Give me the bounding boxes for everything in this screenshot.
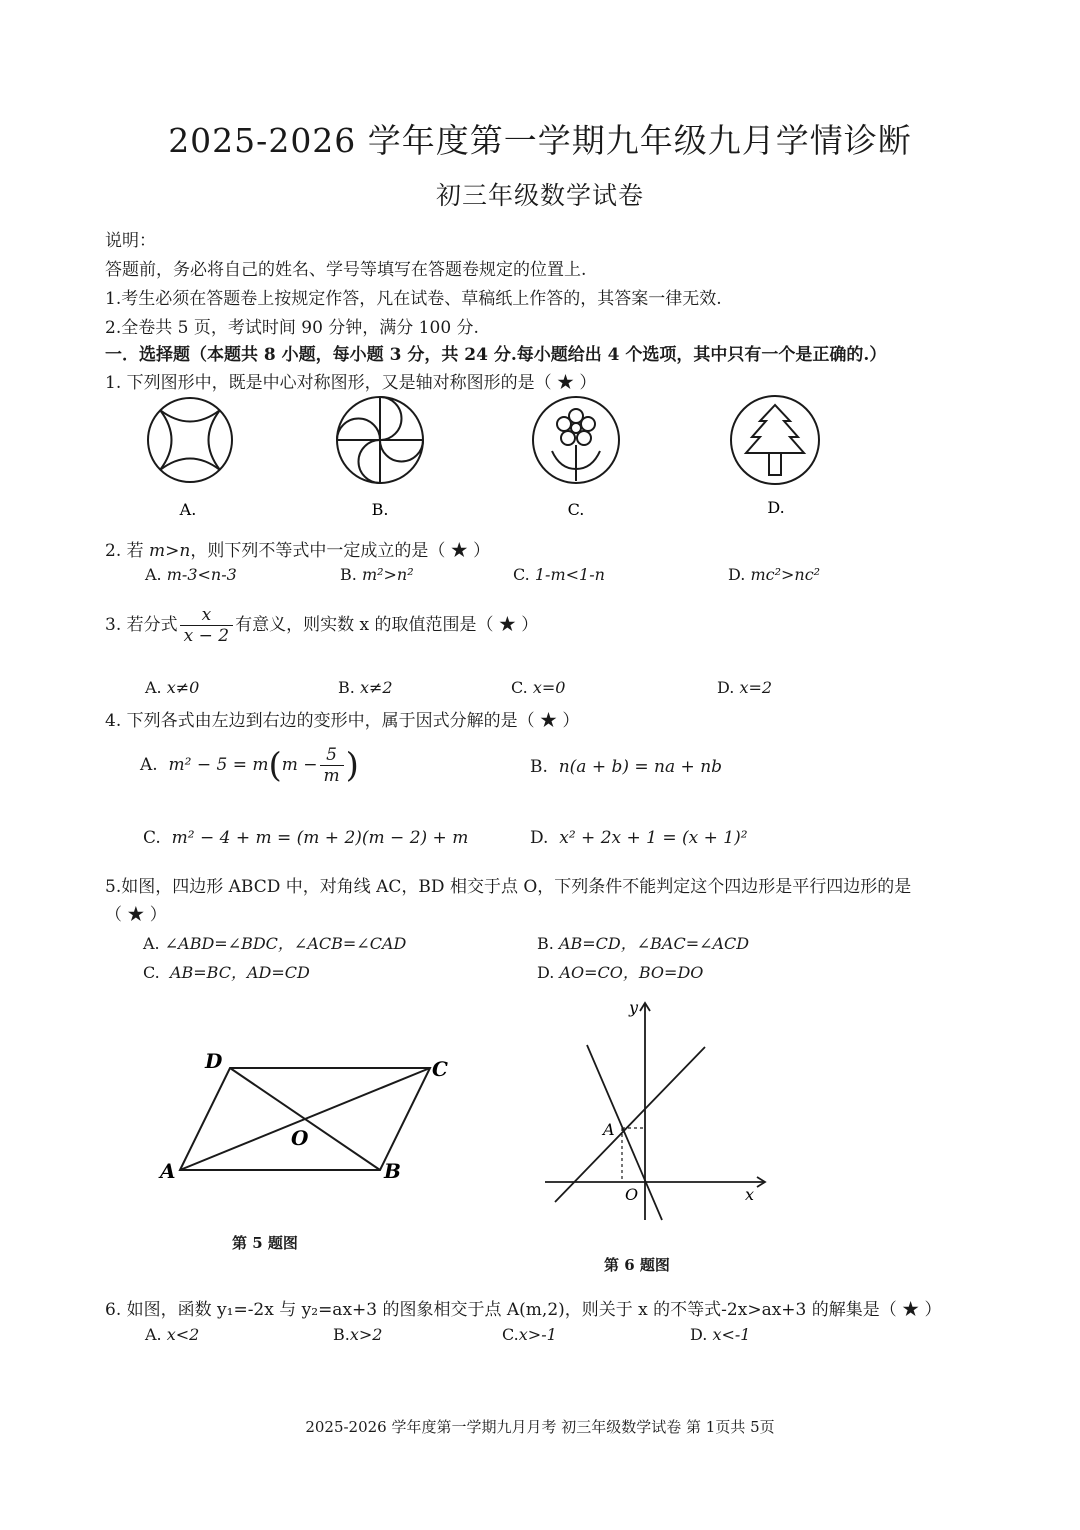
page-footer: 2025-2026 学年度第一学期九月月考 初三年级数学试卷 第 1页共 5页 — [305, 1418, 775, 1436]
question-3-option-b: B. x≠2 — [338, 678, 393, 697]
figure-d-icon — [731, 396, 819, 484]
question-2-option-c: C. 1-m<1-n — [513, 565, 605, 584]
question-1-stem: 1. 下列图形中，既是中心对称图形，又是轴对称图形的是（ ★ ） — [105, 373, 597, 393]
vertex-b-label: B — [384, 1159, 401, 1183]
question-4-option-d: D. x² + 2x + 1 = (x + 1)² — [530, 828, 748, 848]
question-6-option-b: B.x>2 — [333, 1325, 383, 1344]
question-3-option-d: D. x=2 — [717, 678, 773, 697]
question-6-option-d: D. x<-1 — [690, 1325, 751, 1344]
x-axis-label: x — [745, 1185, 755, 1204]
vertex-c-label: C — [432, 1057, 448, 1081]
figure-5-caption: 第 5 题图 — [232, 1234, 298, 1252]
center-o-label: O — [291, 1126, 309, 1150]
instruction-line: 1.考生必须在答题卷上按规定作答，凡在试卷、草稿纸上作答的，其答案一律无效. — [105, 289, 722, 309]
page-subtitle: 初三年级数学试卷 — [435, 181, 644, 210]
figure-c-icon — [533, 397, 619, 483]
figure-6-graph — [535, 995, 775, 1225]
figure-a-icon — [148, 398, 232, 482]
section-heading: 一．选择题（本题共 8 小题，每小题 3 分，共 24 分.每小题给出 4 个选项，其中只有一个是正确的.） — [105, 345, 887, 365]
question-2-option-b: B. m²>n² — [340, 565, 414, 584]
question-4-option-b: B. n(a + b) = na + nb — [530, 757, 723, 777]
question-2-option-d: D. mc²>nc² — [728, 565, 821, 584]
figure-b-icon — [337, 397, 423, 483]
figure-b-label: B. — [371, 500, 389, 519]
question-4-option-a-fraction: $\frac{5}{m}$ — [320, 745, 344, 786]
question-1-figures — [0, 395, 1080, 525]
figure-6-caption: 第 6 题图 — [604, 1256, 670, 1274]
vertex-a-label: A — [160, 1159, 176, 1183]
instruction-line: 答题前，务必将自己的姓名、学号等填写在答题卷规定的位置上. — [105, 260, 587, 280]
question-2-option-a: A. m-3<n-3 — [145, 565, 237, 584]
question-4-stem: 4. 下列各式由左边到右边的变形中，属于因式分解的是（ ★ ） — [105, 711, 580, 731]
vertex-d-label: D — [205, 1049, 223, 1073]
figure-c-label: C. — [567, 500, 585, 519]
point-a-label: A — [603, 1120, 615, 1139]
instructions-heading: 说明： — [105, 231, 156, 251]
question-5-stem: 5.如图，四边形 ABCD 中，对角线 AC，BD 相交于点 O，下列条件不能判定这个四边形是平行四边形的是 — [105, 877, 912, 897]
question-6-option-a: A. x<2 — [145, 1325, 200, 1344]
question-6-option-c: C.x>-1 — [502, 1325, 557, 1344]
question-2-stem: 2. 若 m>n，则下列不等式中一定成立的是（ ★ ） — [105, 541, 491, 561]
figure-a-label: A. — [179, 500, 197, 519]
question-5-option-c: C. AB=BC，AD=CD — [143, 963, 310, 982]
page-title: 2025-2026 学年度第一学期九年级九月学情诊断 — [168, 121, 912, 160]
question-4-option-a: A. m² − 5 = m(m − $\frac{5}{m}$ ) — [140, 745, 359, 786]
question-3-option-c: C. x=0 — [511, 678, 566, 697]
question-3-stem: 3. 若分式 $\frac{x}{x - 2}$ 有意义，则实数 x 的取值范围是（ ★ ） — [105, 605, 539, 646]
question-6-stem: 6. 如图，函数 y₁=-2x 与 y₂=ax+3 的图象相交于点 A(m,2)，则关于 x 的不等式-2x>ax+3 的解集是（ ★ ） — [105, 1300, 942, 1320]
question-3-option-a: A. x≠0 — [145, 678, 200, 697]
instruction-line: 2.全卷共 5 页，考试时间 90 分钟，满分 100 分. — [105, 318, 479, 338]
question-4-option-c: C. m² − 4 + m = (m + 2)(m − 2) + m — [143, 828, 469, 848]
question-5-stem-cont: （ ★ ） — [105, 905, 167, 925]
question-5-option-d: D. AO=CO，BO=DO — [537, 963, 704, 982]
figure-d-label: D. — [767, 498, 785, 517]
origin-label: O — [625, 1185, 639, 1204]
y-axis-label: y — [629, 998, 639, 1017]
question-5-option-b: B. AB=CD，∠BAC=∠ACD — [537, 934, 750, 953]
question-3-fraction: $\frac{x}{x - 2}$ — [180, 605, 233, 646]
question-5-option-a: A. ∠ABD=∠BDC，∠ACB=∠CAD — [143, 934, 407, 953]
figure-5-parallelogram — [150, 1040, 470, 1190]
